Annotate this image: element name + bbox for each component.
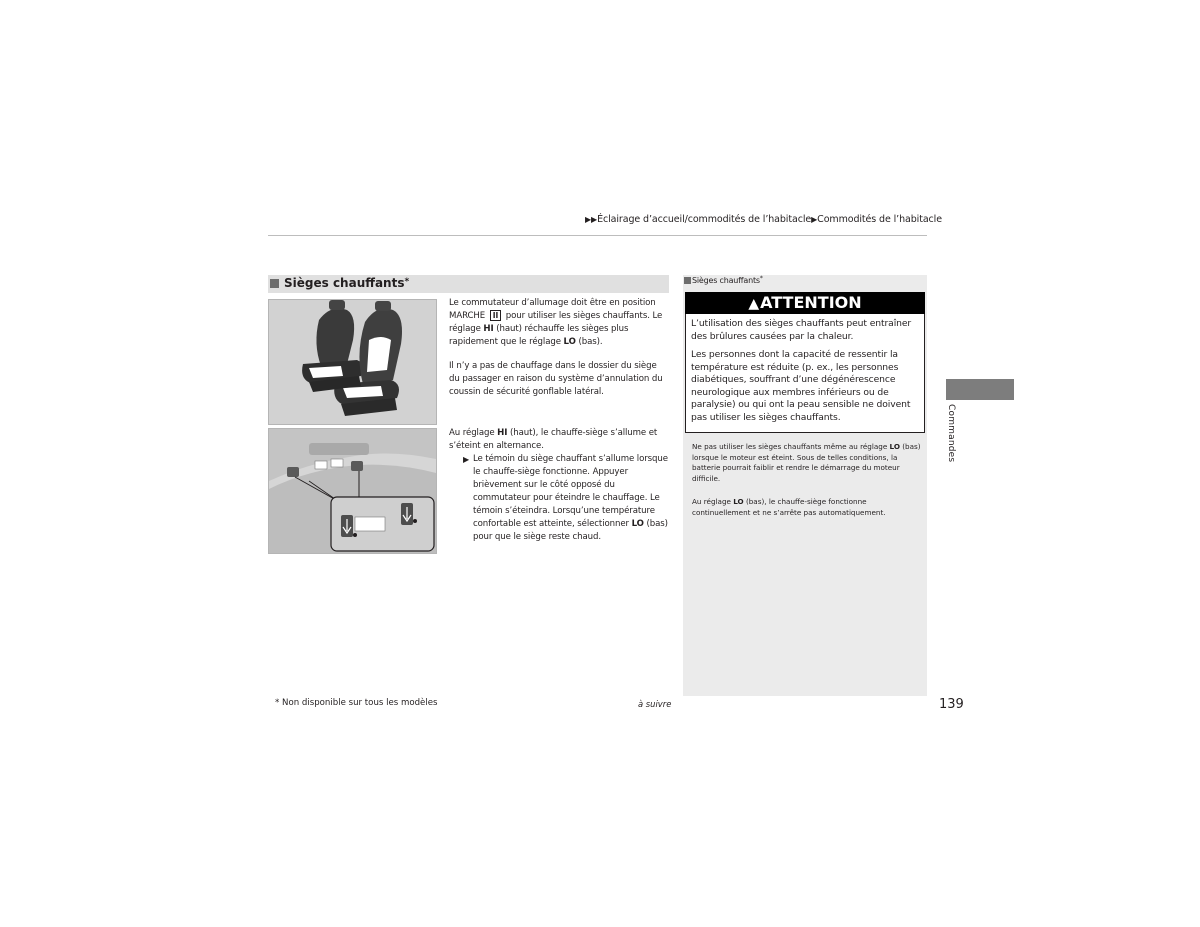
breadcrumb-arrows: ▶▶: [585, 215, 598, 224]
heated-seats-illustration: [268, 299, 437, 425]
section-header: [268, 275, 669, 293]
sidebar-heading: Sièges chauffants*: [684, 275, 763, 285]
note-lo-continuous: Au réglage LO (bas), le chauffe-siège fonctionne continuellement et ne s’arrête pas automatiquement.: [692, 497, 886, 517]
continued-label: à suivre: [638, 699, 672, 709]
warning-title-bar: [685, 292, 925, 314]
footnote: * Non disponible sur tous les modèles: [275, 698, 438, 708]
note-engine-off: Ne pas utiliser les sièges chauffants même au réglage LO (bas) lorsque le moteur est éteint. Sous de telles conditions, la batterie pourrait faiblir et rendre le démarrage du moteur difficile.: [692, 442, 921, 484]
page-number: 139: [939, 697, 964, 712]
paragraph-hi-setting: Au réglage HI (haut), le chauffe-siège s’allume et s’éteint en alternance.: [449, 428, 658, 451]
ignition-position-key: II: [490, 310, 501, 321]
chapter-tab: [946, 379, 1014, 400]
arrow-icon: ▶: [463, 455, 470, 464]
breadcrumb-part-1: Éclairage d’accueil/commodités de l’habitacle: [597, 214, 812, 225]
paragraph-indicator-note: ▶ Le témoin du siège chauffant s’allume lorsque le chauffe-siège fonctionne. Appuyer brièvement sur le côté opposé du commutateur pour éteindre le chauffage. Le témoin s’éteindra. Lorsqu’une température confortable est atteinte, sélectionner LO (bas) pour que le siège reste chaud.: [463, 454, 668, 542]
chapter-label: Commandes: [946, 404, 956, 463]
section-title: Sièges chauffants*: [284, 276, 410, 290]
warning-paragraph-burns: L’utilisation des sièges chauffants peut entraîner des brûlures causées par la chaleur.: [691, 318, 912, 342]
paragraph-passenger-seatback: Il n’y a pas de chauffage dans le dossier du siège du passager en raison du système d’annulation du coussin de sécurité gonflable latéral.: [449, 361, 663, 397]
seat-heater-switch-illustration: [268, 428, 437, 554]
warning-title: ATTENTION: [760, 293, 862, 312]
paragraph-ignition-requirement: Le commutateur d’allumage doit être en position MARCHE II pour utiliser les sièges chauffants. Le réglage HI (haut) réchauffe les sièges plus rapidement que le réglage LO (bas).: [449, 298, 663, 347]
warning-paragraph-sensitivity: Les personnes dont la capacité de ressentir la température est réduite (p. ex., les personnes diabétiques, souffrant d’une dégénérescence neurologique aux membres inférieurs ou de paralysie) ou qui ont la peau sensible ne doivent pas utiliser les sièges chauffants.: [691, 349, 911, 423]
section-square-icon: [270, 279, 279, 288]
sidebar-heading-marker: *: [759, 275, 763, 282]
section-title-marker: *: [404, 277, 410, 287]
breadcrumb: [585, 214, 942, 225]
breadcrumb-part-2: Commodités de l’habitacle: [817, 214, 942, 225]
warning-triangle-icon: ▲: [748, 296, 760, 312]
breadcrumb-separator: ▶: [811, 215, 818, 224]
sidebar-square-icon: [684, 277, 691, 284]
header-rule: [268, 235, 927, 236]
